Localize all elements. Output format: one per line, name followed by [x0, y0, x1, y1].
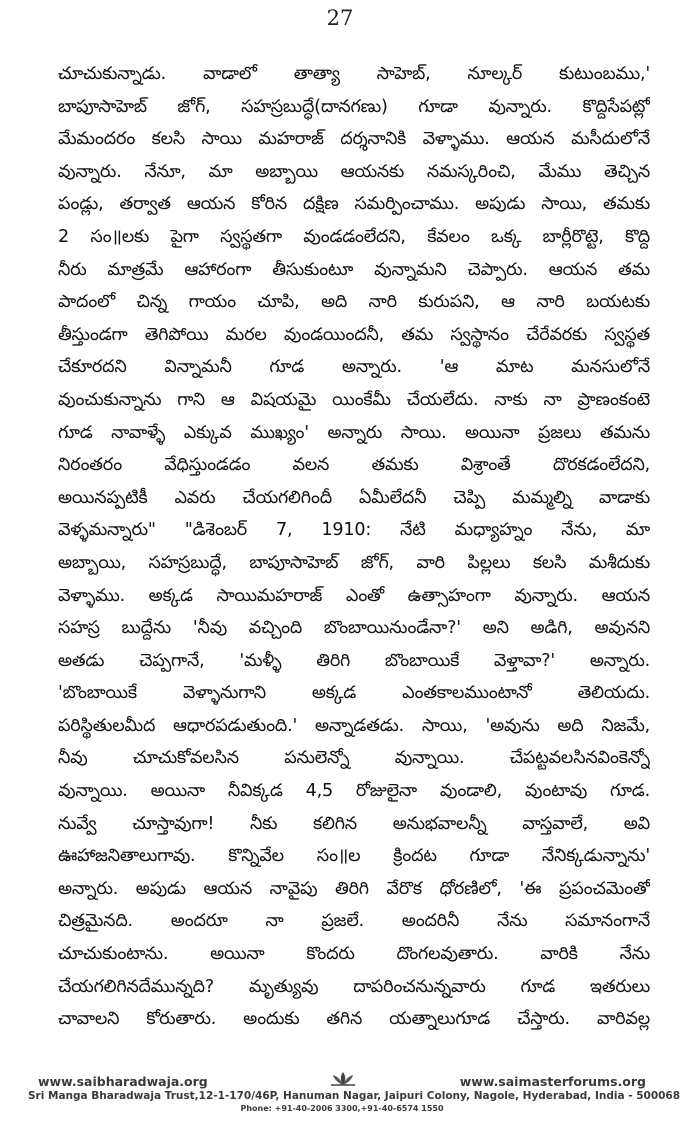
text-line: నిరంతరం వేధిస్తుండడం వలన తమకు విశ్రాంతే దొరకడంలేదని,	[58, 455, 650, 476]
page-footer	[28, 1070, 680, 1118]
text-line: వెళ్ళాము. అక్కడ సాయిమహరాజ్ ఎంతో ఉత్సాహంగా వున్నారు. ఆయన	[58, 585, 650, 606]
text-line: చూచుకుంటాను. అయినా కొందరు దొంగలవుతారు. వారికి నేను	[58, 944, 650, 965]
text-line: వెళ్ళమన్నారు" "డిశెంబర్ 7, 1910: నేటి మధ్యాహ్నం నేను, మా	[58, 520, 650, 541]
text-line: చావాలని కోరుతారు. అందుకు తగిన యత్నాలుగూడ చేస్తారు. వారివల్ల	[58, 1009, 650, 1030]
text-line: తీస్తుండగా తెగిపోయి మరల వుండయిందనీ, తమ స్వస్థానం చేరేవరకు స్వస్థత	[58, 324, 650, 345]
text-line: పండ్లు, తర్వాత ఆయన కోరిన దక్షిణ సమర్పించాము. అపుడు సాయి, తమకు	[58, 194, 650, 215]
website-link-left[interactable]: www.saibharadwaja.org	[38, 1074, 208, 1089]
text-line: అతడు చెప్పగానే, 'మళ్ళీ తిరిగి బొంబాయికే వెళ్తావా?' అన్నారు.	[58, 650, 650, 671]
lotus-emblem-icon	[328, 1070, 358, 1088]
text-line: అన్నారు. అపుడు ఆయన నావైపు తిరిగి వేరొక ధోరణిలో, 'ఈ ప్రపంచమెంతో	[58, 878, 650, 899]
text-line: నీరు మాత్రమే ఆహారంగా తీసుకుంటూ వున్నామని చెప్పారు. ఆయన తమ	[58, 259, 650, 280]
text-line: గూడ నావాళ్ళే ఎక్కువ ముఖ్యం' అన్నారు సాయి. అయినా ప్రజలు తమను	[58, 422, 650, 443]
text-line: 'బొంబాయికే వెళ్ళానుగాని అక్కడ ఎంతకాలముంటానో తెలియదు.	[58, 683, 650, 704]
text-line: నీవు చూచుకోవలసిన పనులెన్నో వున్నాయి. చేపట్టవలసినవింకెన్నో	[58, 748, 650, 769]
text-line: నువ్వే చూస్తావుగా! నీకు కలిగిన అనుభవాలన్నీ వాస్తవాలే, అవి	[58, 813, 650, 834]
text-line: చిత్రమైనది. అందరూ నా ప్రజలే. అందరినీ నేను సమానంగానే	[58, 911, 650, 932]
text-line: పాదంలో చిన్న గాయం చూపి, అది నారి కురుపని, ఆ నారి బయటకు	[58, 292, 650, 313]
text-line: వున్నాయి. అయినా నీవిక్కడ 4,5 రోజులైనా వుండాలి, వుంటావు గూడ.	[58, 781, 650, 802]
website-link-right[interactable]: www.saimasterforums.org	[459, 1074, 646, 1089]
text-line: సహస్ర బుద్దేను 'నీవు వచ్చింది బొంబాయినుండేనా?' అని అడిగి, అవునని	[58, 618, 650, 639]
text-line: ఊహాజనితాలుగావు. కొన్నివేల సం॥ల క్రిందట గూడా నేనిక్కడున్నాను'	[58, 846, 650, 867]
text-line: బాపూసాహెబ్ జోగ్, సహస్రబుద్ధే(దానగణు) గూడా వున్నారు. కొద్దిసేపట్లో	[58, 96, 650, 117]
text-line: వున్నారు. నేనూ, మా అబ్బాయి ఆయనకు నమస్కరించి, మేము తెచ్చిన	[58, 161, 650, 182]
trust-phone: Phone: +91-40-2006 3300,+91-40-6574 1550	[240, 1104, 444, 1113]
text-line: చూచుకున్నాడు. వాడాలో తాత్యా సాహెబ్, నూల్కర్ కుటుంబము,'	[58, 64, 650, 84]
text-line: అబ్బాయి, సహస్రబుద్ధే, బాపూసాహెబ్ జోగ్, వారి పిల్లలు కలసి మశీదుకు	[58, 552, 650, 573]
text-line: 2 సం॥లకు పైగా స్వస్థతగా వుండడంలేదని, కేవలం ఒక్క బార్లీరొట్టె, కొద్ది	[58, 226, 650, 247]
text-line: చేయగలిగినదేమున్నది? మృత్యువు దాపరించనున్నవారు గూడ ఇతరులు	[58, 976, 650, 997]
body-text	[58, 58, 650, 1036]
text-line: పరిస్థితులమీద ఆధారపడుతుంది.' అన్నాడతడు. సాయి, 'అవును అది నిజమే,	[58, 715, 650, 736]
text-line: చేకూరదని విన్నామనీ గూడ అన్నారు. 'ఆ మాట మనసులోనే	[58, 357, 650, 378]
page-number: 27	[326, 6, 354, 30]
text-line: వుంచుకున్నాను గాని ఆ విషయమై యింకేమీ చేయలేదు. నాకు నా ప్రాణంకంటె	[58, 389, 650, 410]
text-line: అయినప్పటికీ ఎవరు చేయగలిగిందీ ఏమీలేదనీ చెప్పి మమ్మల్ని వాడాకు	[58, 487, 650, 508]
text-line: మేమందరం కలసి సాయి మహరాజ్ దర్శనానికి వెళ్ళాము. ఆయన మసీదులోనే	[58, 129, 650, 150]
trust-address: Sri Manga Bharadwaja Trust,12-1-170/46P, Hanuman Nagar, Jaipuri Colony, Nagole, Hyderabad, India - 500068	[28, 1090, 680, 1102]
